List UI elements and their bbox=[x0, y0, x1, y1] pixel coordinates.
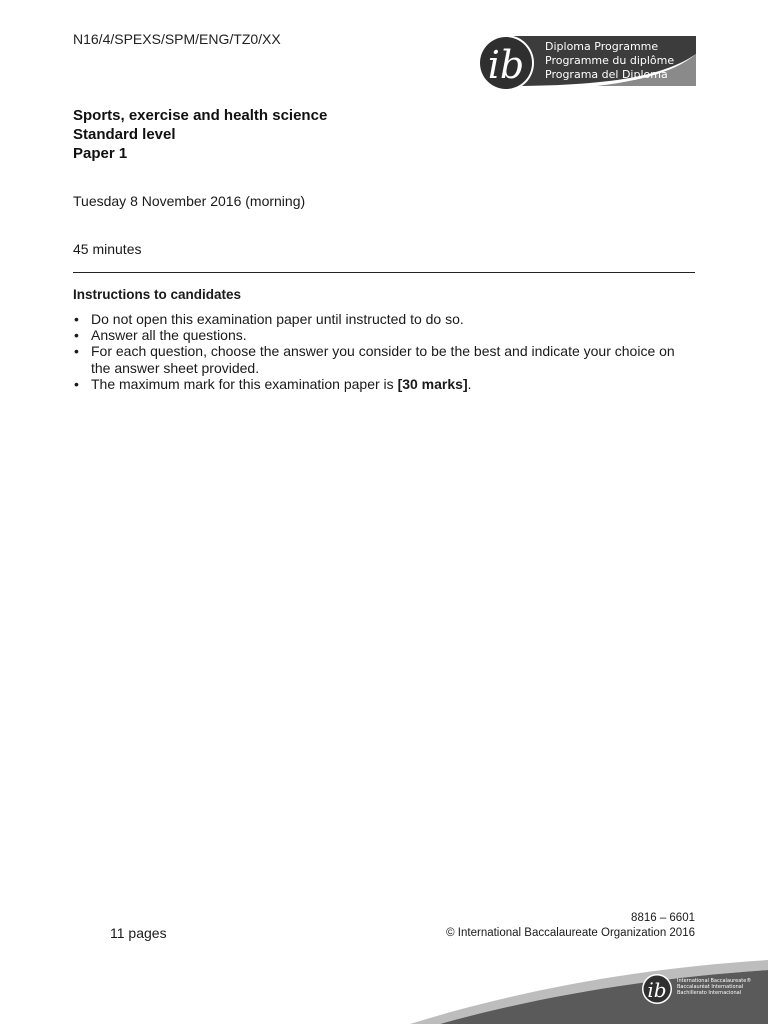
footer-logo-line-3: Bachillerato Internacional bbox=[677, 990, 742, 996]
paper-code: 8816 – 6601 bbox=[631, 912, 695, 924]
instructions-list bbox=[73, 311, 695, 392]
logo-line-1: Diploma Programme bbox=[545, 40, 659, 53]
page-count: 11 pages bbox=[110, 925, 167, 941]
ib-logo-text bbox=[545, 40, 674, 82]
footer-swoosh-graphic bbox=[0, 950, 768, 1024]
instruction-item: • Do not open this examination paper until instructed to do so. bbox=[73, 311, 695, 327]
divider bbox=[73, 272, 695, 273]
logo-line-3: Programa del Diploma bbox=[545, 68, 668, 81]
footer-logo-line-2: Baccalauréat International bbox=[677, 984, 744, 990]
level-title: Standard level bbox=[73, 126, 176, 143]
exam-duration: 45 minutes bbox=[73, 241, 142, 257]
copyright-notice: © International Baccalaureate Organization 2016 bbox=[446, 927, 695, 939]
svg-text:ib: ib bbox=[647, 978, 667, 1002]
paper-title: Paper 1 bbox=[73, 145, 128, 162]
max-marks-suffix: . bbox=[467, 375, 472, 392]
instruction-item: • Answer all the questions. bbox=[73, 327, 695, 343]
max-marks-prefix: The maximum mark for this examination paper is bbox=[91, 375, 398, 392]
instruction-item-max-marks bbox=[73, 376, 695, 392]
exam-date: Tuesday 8 November 2016 (morning) bbox=[73, 193, 306, 209]
footer-swoosh bbox=[0, 950, 768, 1024]
exam-title-block bbox=[73, 106, 327, 163]
footer-logo-text bbox=[677, 978, 751, 996]
svg-text:ib: ib bbox=[487, 43, 525, 87]
logo-line-2: Programme du diplôme bbox=[545, 54, 675, 67]
reference-code: N16/4/SPEXS/SPM/ENG/TZ0/XX bbox=[73, 31, 281, 47]
instructions-heading: Instructions to candidates bbox=[73, 287, 242, 302]
ib-diploma-logo bbox=[477, 34, 696, 92]
subject-title: Sports, exercise and health science bbox=[73, 107, 328, 124]
footer-logo-line-1: International Baccalaureate® bbox=[677, 978, 752, 984]
instruction-item: • For each question, choose the answer you consider to be the best and indicate your choice on the answer sheet provided. bbox=[73, 343, 695, 375]
max-marks-value: [30 marks] bbox=[397, 375, 468, 392]
